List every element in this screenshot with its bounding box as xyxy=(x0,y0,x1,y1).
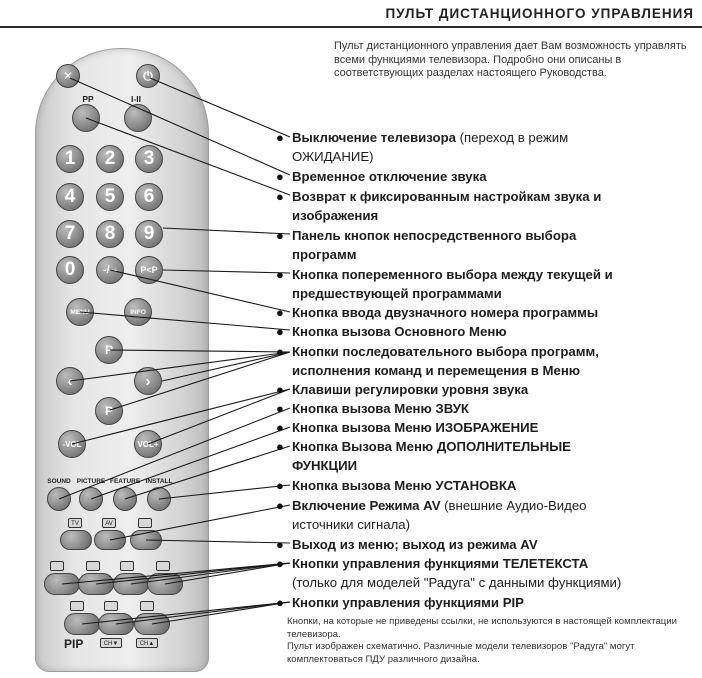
power-icon: ⏻ xyxy=(143,68,153,83)
digit-0-button[interactable]: 0 xyxy=(56,256,84,284)
bullet-icon: ● xyxy=(276,498,284,513)
digit-1-button[interactable]: 1 xyxy=(56,145,84,173)
legend-item: ● Кнопка попеременного выбора между текущей и предшествующей программами xyxy=(276,267,613,302)
digit-8-button[interactable]: 8 xyxy=(96,220,124,248)
install-label: INSTALL xyxy=(145,478,173,485)
bullet-icon: ● xyxy=(276,401,284,416)
digit-7-button[interactable]: 7 xyxy=(56,220,84,248)
legend-item: ● Кнопка вызова Меню ИЗОБРАЖЕНИЕ xyxy=(292,418,697,437)
leader-pip-3 xyxy=(152,602,290,624)
menu-button[interactable]: MENU xyxy=(66,298,94,326)
previous-program-button[interactable]: P<P xyxy=(135,256,163,284)
leader-pcp xyxy=(163,270,290,273)
footnote-line-2: Пульт изображен схематично. Различные модели телевизоров "Радуга" могут комплектоваться ПДУ различного дизайна. xyxy=(287,641,635,665)
legend-item: ● Кнопка Вызова Меню ДОПОЛНИТЕЛЬНЫЕ ФУНКЦИИ xyxy=(276,439,571,474)
digit-3-button[interactable]: 3 xyxy=(135,145,163,173)
sound-label: SOUND xyxy=(47,478,71,485)
volume-down-button[interactable]: -VOL xyxy=(58,430,86,458)
leader-mute xyxy=(70,78,290,175)
legend-item: ● Кнопка вызова Меню ЗВУК xyxy=(292,399,697,418)
legend-item: ● Кнопка вызова Меню УСТАНОВКА xyxy=(292,476,697,495)
two-digit-button[interactable]: -/-- xyxy=(96,256,124,284)
chevron-left-icon: ‹ xyxy=(67,372,73,390)
bullet-icon: ● xyxy=(276,537,284,552)
bullet-icon: ● xyxy=(276,556,284,571)
program-down-button[interactable]: P xyxy=(95,397,123,425)
footnote xyxy=(287,616,697,666)
page-title: ПУЛЬТ ДИСТАНЦИОННОГО УПРАВЛЕНИЯ xyxy=(385,6,694,21)
legend-item: ● Клавиши регулировки уровня звука xyxy=(292,380,697,399)
digit-6-button[interactable]: 6 xyxy=(135,183,163,211)
bullet-icon: ● xyxy=(276,420,284,435)
mute-icon: ✕ xyxy=(62,69,74,83)
bullet-icon: ● xyxy=(276,305,284,320)
legend-item: ● Панель кнопок непосредственного выбора программ xyxy=(276,228,577,263)
leader-pip-2 xyxy=(116,602,290,624)
feature-label: FEATURE xyxy=(110,478,141,485)
leader-av xyxy=(110,505,290,540)
leader-teletext-4 xyxy=(165,563,290,584)
legend-item: ● Выход из меню; выход из режима AV xyxy=(292,535,697,554)
leader-power xyxy=(150,78,290,137)
legend-item: ● Кнопки управления функциями PIP xyxy=(292,593,697,612)
legend-item: ● Кнопка ввода двузначного номера программы xyxy=(292,303,697,322)
leader-pip-1 xyxy=(82,602,290,624)
volume-up-button[interactable]: VOL+ xyxy=(134,430,162,458)
bullet-icon: ● xyxy=(276,189,284,204)
bullet-icon: ● xyxy=(276,130,284,145)
chevron-right-icon: › xyxy=(145,372,151,390)
legend-item: ● Выключение телевизора (переход в режим ОЖИДАНИЕ) xyxy=(276,130,569,165)
leader-exit xyxy=(146,540,290,543)
bullet-icon: ● xyxy=(276,344,284,359)
ch-up-label: CH▲ xyxy=(136,638,158,648)
leader-vol-minus xyxy=(72,389,290,444)
bullet-icon: ● xyxy=(276,595,284,610)
leader-digit-panel xyxy=(163,228,290,234)
legend-item: ● Включение Режима AV (внешние Аудио-Видео источники сигнала) xyxy=(276,498,587,533)
bullet-icon: ● xyxy=(276,439,284,454)
digit-4-button[interactable]: 4 xyxy=(56,183,84,211)
leader-teletext-3 xyxy=(131,563,290,584)
tv-label: TV xyxy=(68,518,82,528)
digit-2-button[interactable]: 2 xyxy=(96,145,124,173)
picture-label: PICTURE xyxy=(76,478,106,485)
footnote-line-1: Кнопки, на которые не приведены ссылки, не используются в настоящей комплектации телевизора. xyxy=(287,616,678,640)
leader-teletext-2 xyxy=(96,563,290,584)
pp-label: PP xyxy=(82,94,94,104)
bullet-icon: ● xyxy=(276,267,284,282)
bullet-icon: ● xyxy=(276,382,284,397)
av-label: AV xyxy=(102,518,116,528)
leader-menu xyxy=(80,312,290,330)
bullet-icon: ● xyxy=(276,478,284,493)
info-button[interactable]: INFO xyxy=(124,298,152,326)
program-up-button[interactable]: P xyxy=(95,336,123,364)
leader-install xyxy=(159,485,290,499)
leader-sound xyxy=(59,408,290,499)
legend-item: ● Кнопки управления функциями ТЕЛЕТЕКСТА (только для моделей "Радуга" с данными функциями) xyxy=(276,556,622,591)
leader-program-up xyxy=(110,350,290,352)
bullet-icon: ● xyxy=(276,228,284,243)
pip-label: PIP xyxy=(64,637,84,651)
legend-item: ● Временное отключение звука xyxy=(292,167,697,186)
intro-paragraph: Пульт дистанционного управления дает Вам возможность управлять всеми функциями телевизора. Подробно они описаны в соответствующих разделах настоящего Руководства. xyxy=(334,40,687,79)
leader-two-digit xyxy=(110,270,290,312)
leader-program-down xyxy=(110,352,290,410)
i-ii-label: I-II xyxy=(131,94,141,104)
leader-feature xyxy=(125,446,290,499)
ch-down-label: CH▼ xyxy=(100,638,122,648)
legend-item: ● Кнопки последовательного выбора программ, исполнения команд и перемещения в Меню xyxy=(276,344,599,379)
bullet-icon: ● xyxy=(276,169,284,184)
digit-5-button[interactable]: 5 xyxy=(96,183,124,211)
digit-9-button[interactable]: 9 xyxy=(135,220,163,248)
legend-item: ● Кнопка вызова Основного Меню xyxy=(292,322,697,341)
bullet-icon: ● xyxy=(276,324,284,339)
legend-item: ● Возврат к фиксированным настройкам звука и изображения xyxy=(276,189,602,224)
